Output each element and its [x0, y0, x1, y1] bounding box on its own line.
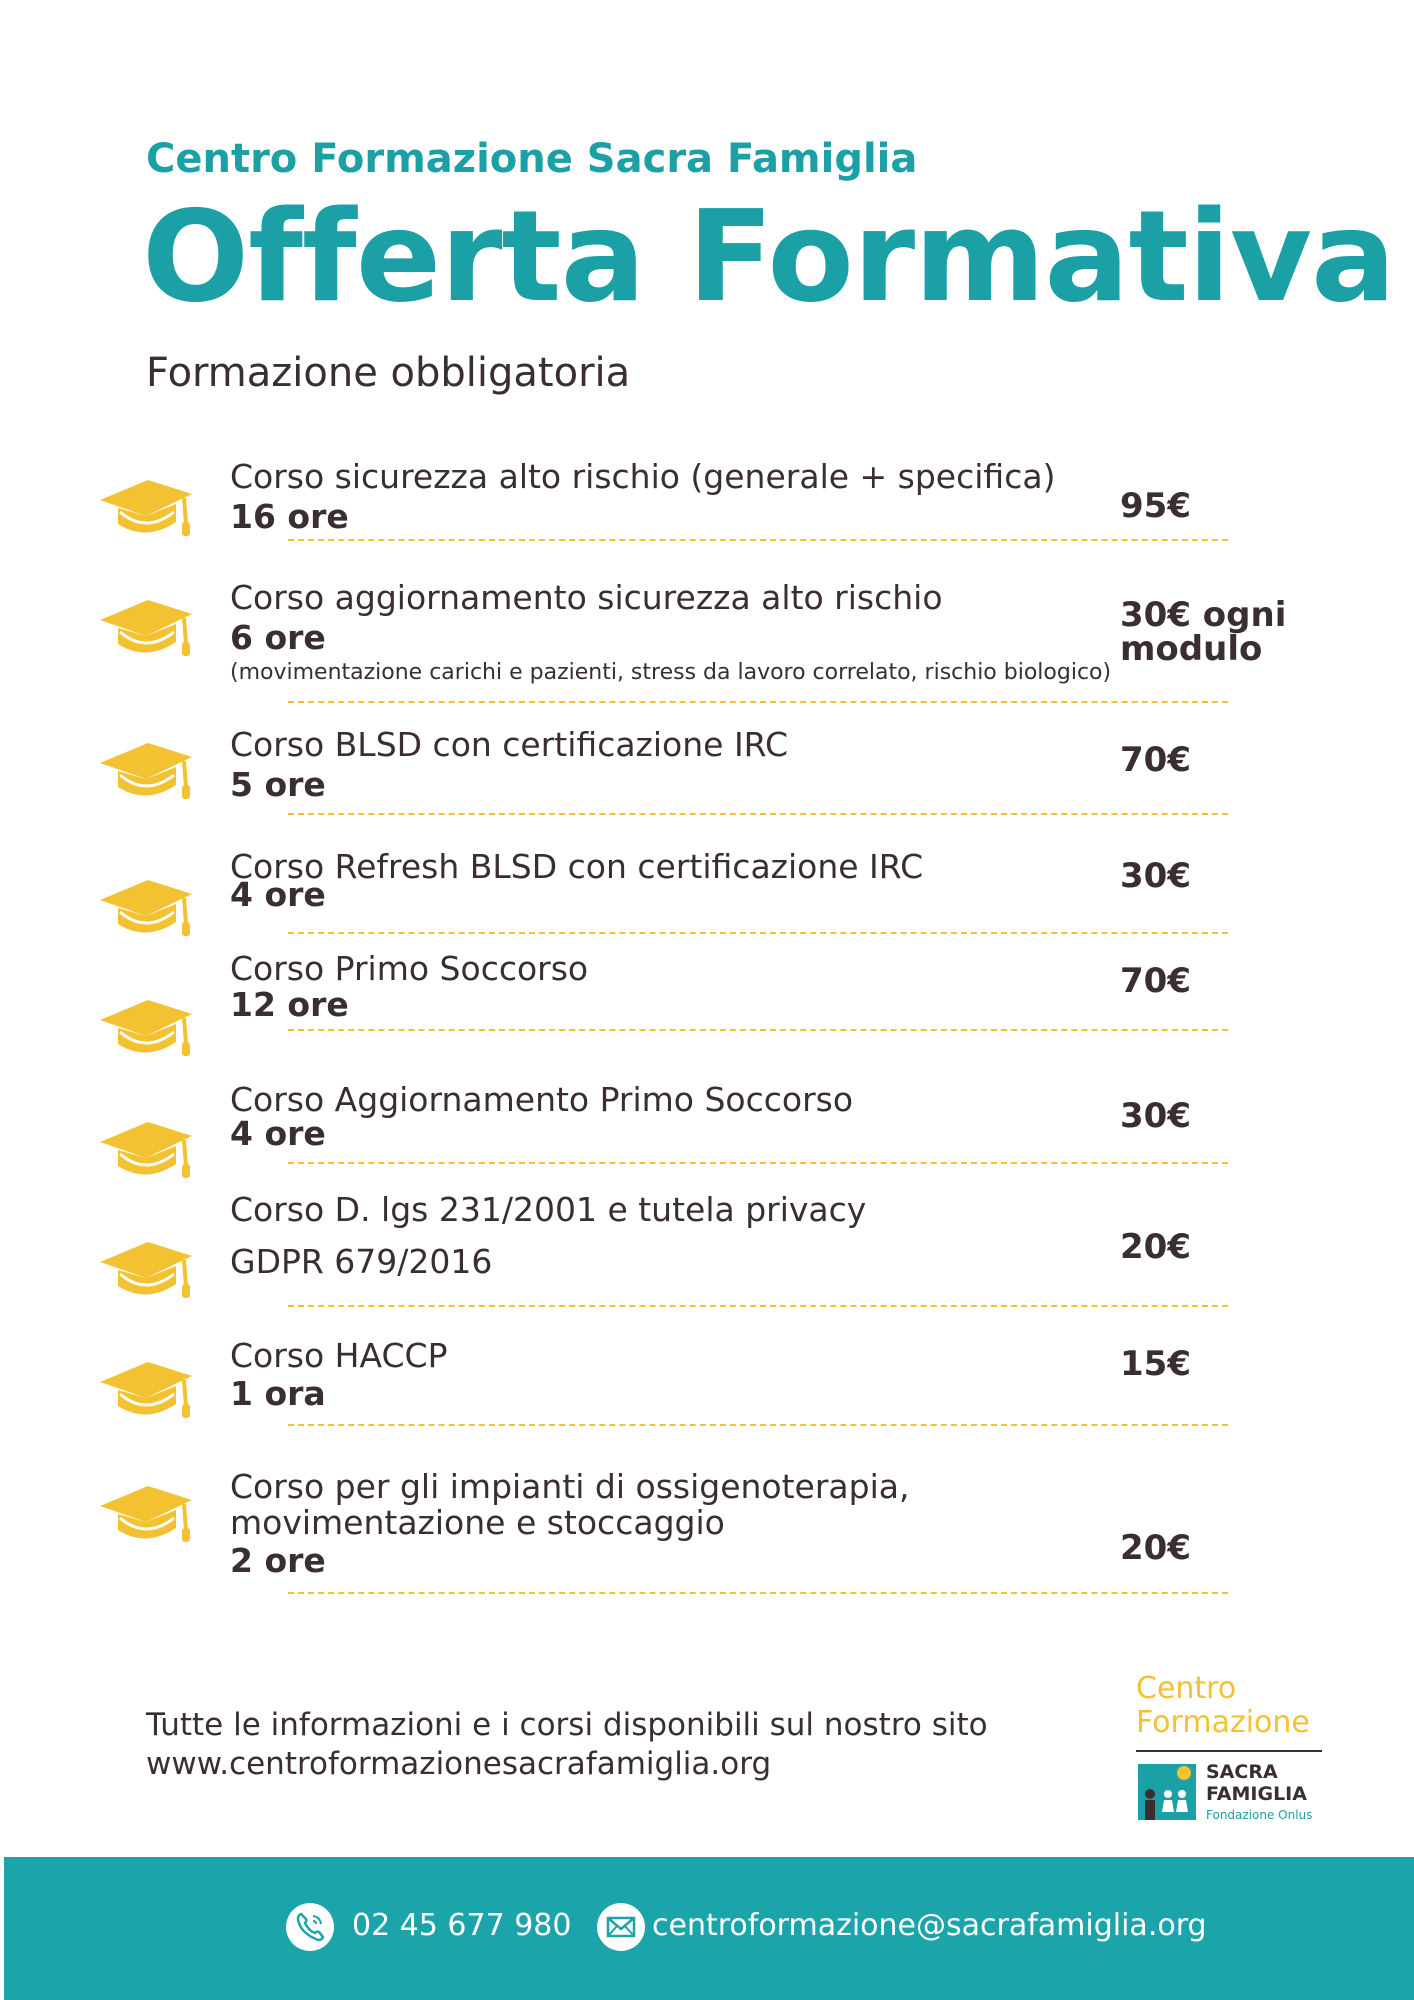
graduation-cap-icon	[96, 1478, 196, 1548]
divider	[288, 813, 1228, 815]
course-price: 70€	[1120, 740, 1191, 780]
divider	[288, 1162, 1228, 1164]
course-hours: 4 ore	[230, 875, 326, 914]
course-price: 20€	[1120, 1227, 1191, 1267]
course-title: Corso Aggiornamento Primo Soccorso	[230, 1080, 854, 1119]
course-hours: 2 ore	[230, 1541, 326, 1580]
logo-text: Fondazione Onlus	[1206, 1808, 1313, 1822]
course-note: (movimentazione carichi e pazienti, stress da lavoro correlato, rischio biologico)	[230, 660, 1112, 685]
info-text	[146, 1706, 988, 1784]
course-title-line2: movimentazione e stoccaggio	[230, 1503, 725, 1542]
logo-divider	[1136, 1750, 1322, 1752]
course-title: Corso per gli impianti di ossigenoterapia,	[230, 1467, 910, 1506]
contact-footer	[4, 1857, 1414, 2000]
course-price: 70€	[1120, 961, 1191, 1001]
divider	[288, 1029, 1228, 1031]
graduation-cap-icon	[96, 735, 196, 805]
divider	[288, 932, 1228, 934]
graduation-cap-icon	[96, 872, 196, 942]
course-price: 95€	[1120, 486, 1191, 526]
course-title: Corso Refresh BLSD con certificazione IRC	[230, 847, 924, 886]
section-title: Formazione obbligatoria	[146, 350, 631, 396]
graduation-cap-icon	[96, 992, 196, 1062]
course-title-line2: GDPR 679/2016	[230, 1242, 493, 1281]
phone-icon	[286, 1903, 334, 1951]
course-title: Corso D. lgs 231/2001 e tutela privacy	[230, 1190, 867, 1229]
course-title: Corso Primo Soccorso	[230, 949, 589, 988]
logo-text: FAMIGLIA	[1206, 1783, 1307, 1805]
graduation-cap-icon	[96, 1234, 196, 1304]
course-price: 30€	[1120, 856, 1191, 896]
course-price: 30€	[1120, 1096, 1191, 1136]
family-logo-icon	[1138, 1764, 1196, 1820]
course-price: 15€	[1120, 1344, 1191, 1384]
website-link[interactable]: www.centroformazionesacrafamiglia.org	[146, 1745, 772, 1782]
course-hours: 1 ora	[230, 1374, 326, 1413]
divider	[288, 701, 1228, 703]
course-hours: 16 ore	[230, 497, 349, 536]
course-title: Corso HACCP	[230, 1336, 448, 1375]
logo-text: SACRA	[1206, 1761, 1278, 1783]
envelope-icon	[597, 1903, 645, 1951]
course-hours: 5 ore	[230, 765, 326, 804]
graduation-cap-icon	[96, 1354, 196, 1424]
graduation-cap-icon	[96, 1114, 196, 1184]
divider	[288, 539, 1228, 541]
divider	[288, 1305, 1228, 1307]
course-hours: 4 ore	[230, 1114, 326, 1153]
logo-text: Centro	[1136, 1671, 1237, 1706]
course-price: 20€	[1120, 1528, 1191, 1568]
info-line: Tutte le informazioni e i corsi disponibili sul nostro sito	[146, 1707, 988, 1743]
course-title: Corso sicurezza alto rischio (generale + specifica)	[230, 457, 1056, 496]
graduation-cap-icon	[96, 592, 196, 662]
course-price-unit: modulo	[1120, 629, 1263, 669]
email-address[interactable]: centroformazione@sacrafamiglia.org	[652, 1908, 1207, 1943]
graduation-cap-icon	[96, 472, 196, 542]
course-hours: 12 ore	[230, 985, 349, 1024]
divider	[288, 1424, 1228, 1426]
logo-text: Formazione	[1136, 1705, 1310, 1740]
course-title: Corso BLSD con certificazione IRC	[230, 725, 789, 764]
course-title: Corso aggiornamento sicurezza alto rischio	[230, 578, 943, 617]
divider	[288, 1592, 1228, 1594]
course-price: 30€ ogni	[1120, 595, 1287, 635]
org-name: Centro Formazione Sacra Famiglia	[146, 136, 918, 182]
page-title: Offerta Formativa	[142, 183, 1396, 330]
phone-number[interactable]: 02 45 677 980	[352, 1908, 572, 1943]
course-hours: 6 ore	[230, 618, 326, 657]
logo	[1136, 1672, 1336, 1832]
